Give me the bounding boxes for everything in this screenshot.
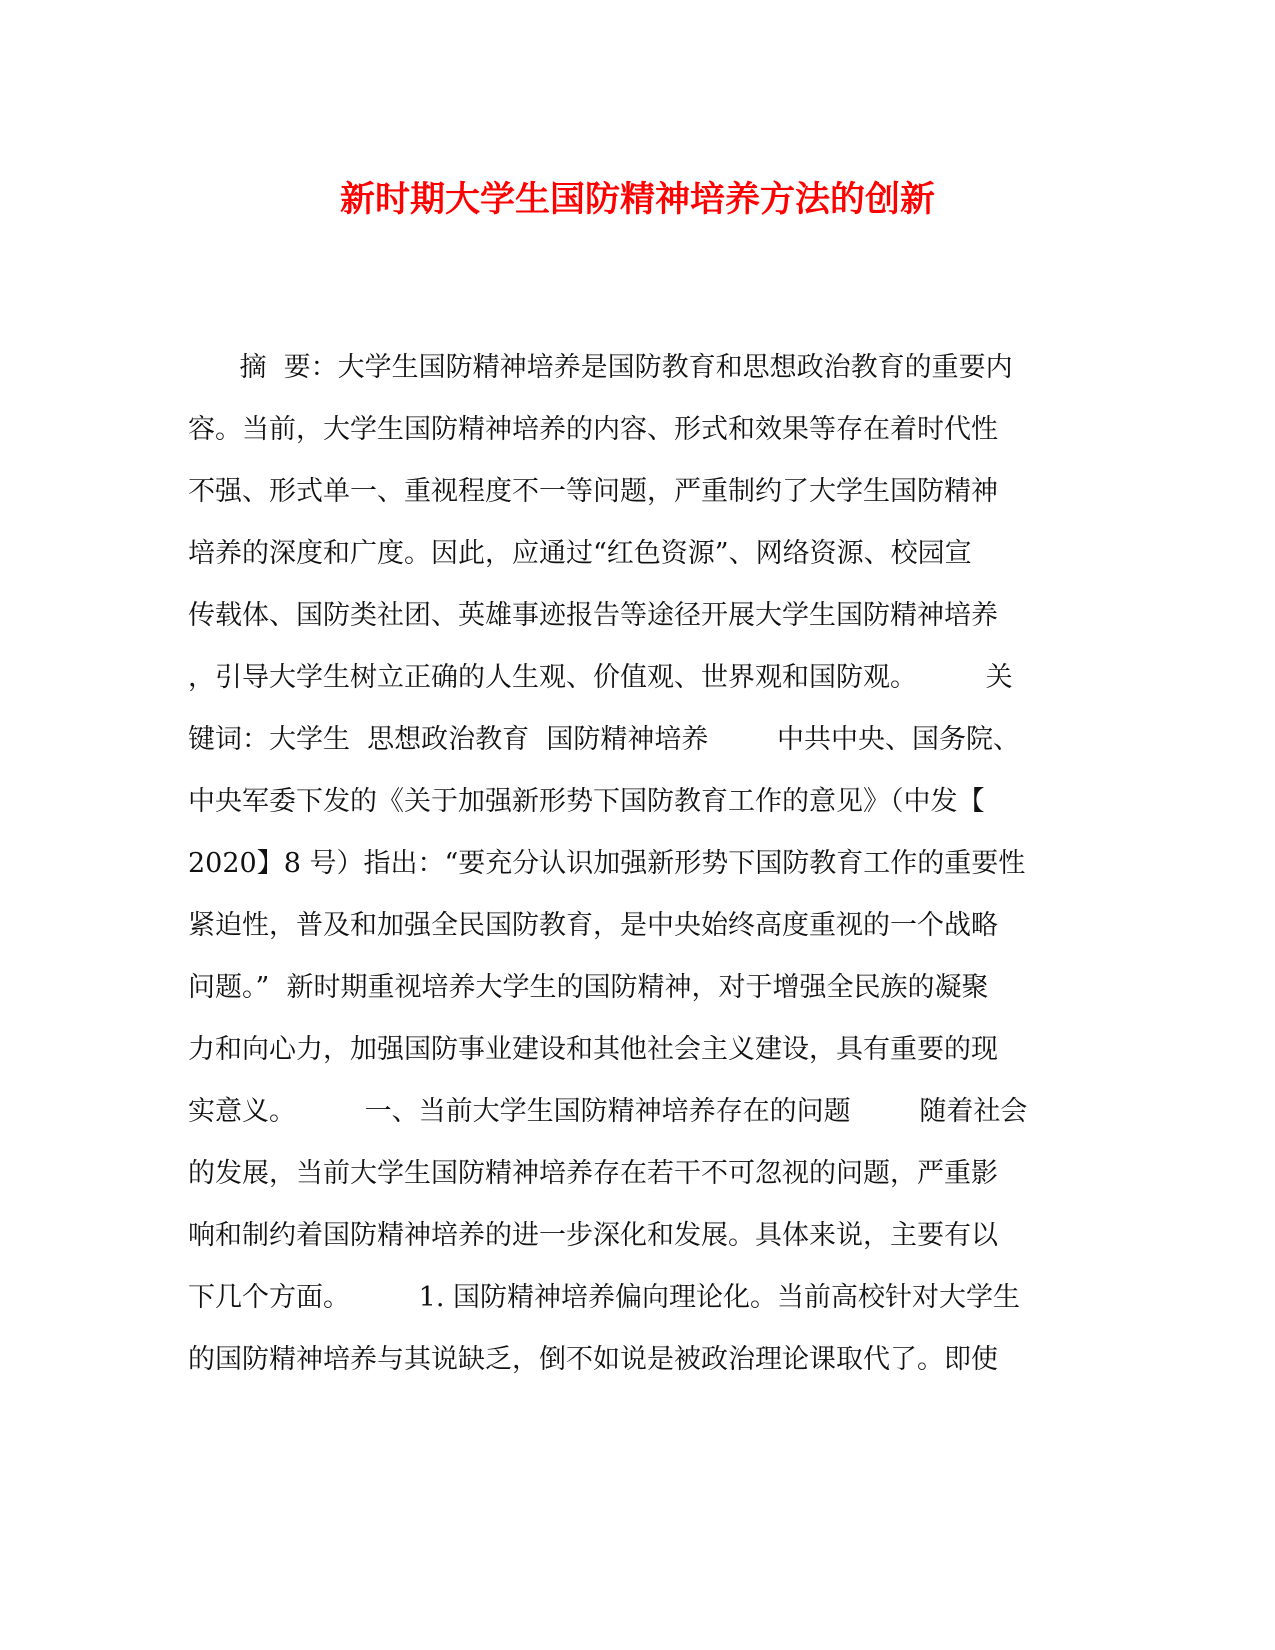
- body-line: 问题。” 新时期重视培养大学生的国防精神，对于增强全民族的凝聚: [188, 972, 989, 1003]
- body-line: 不强、形式单一、重视程度不一等问题，严重制约了大学生国防精神: [188, 476, 998, 507]
- body-line: 的国防精神培养与其说缺乏，倒不如说是被政治理论课取代了。即使: [188, 1344, 998, 1375]
- body-line: 中央军委下发的《关于加强新形势下国防教育工作的意见》（中发【: [188, 786, 985, 817]
- body-line: 容。当前，大学生国防精神培养的内容、形式和效果等存在着时代性: [188, 414, 998, 445]
- body-line: 的发展，当前大学生国防精神培养存在若干不可忽视的问题，严重影: [188, 1158, 998, 1189]
- document-title: 新时期大学生国防精神培养方法的创新: [339, 179, 935, 220]
- body-line: 传载体、国防类社团、英雄事迹报告等途径开展大学生国防精神培养: [188, 600, 998, 631]
- body-line: 下几个方面。 1. 国防精神培养偏向理论化。当前高校针对大学生: [188, 1282, 1021, 1313]
- body-line: 响和制约着国防精神培养的进一步深化和发展。具体来说，主要有以: [188, 1220, 998, 1251]
- body-line: 紧迫性，普及和加强全民国防教育，是中央始终高度重视的一个战略: [188, 910, 998, 941]
- body-line: 键词：大学生 思想政治教育 国防精神培养 中共中央、国务院、: [188, 724, 1020, 755]
- body-line: 力和向心力，加强国防事业建设和其他社会主义建设，具有重要的现: [188, 1034, 998, 1065]
- body-line: ，引导大学生树立正确的人生观、价值观、世界观和国防观。 关: [188, 662, 1013, 693]
- body-line: 实意义。 一、当前大学生国防精神培养存在的问题 随着社会: [188, 1096, 1028, 1127]
- body-line: 2020】8 号）指出：“要充分认识加强新形势下国防教育工作的重要性: [188, 848, 1026, 879]
- body-line: 摘 要：大学生国防精神培养是国防教育和思想政治教育的重要内: [188, 352, 1013, 383]
- body-line: 培养的深度和广度。因此，应通过“红色资源”、网络资源、校园宣: [188, 538, 972, 569]
